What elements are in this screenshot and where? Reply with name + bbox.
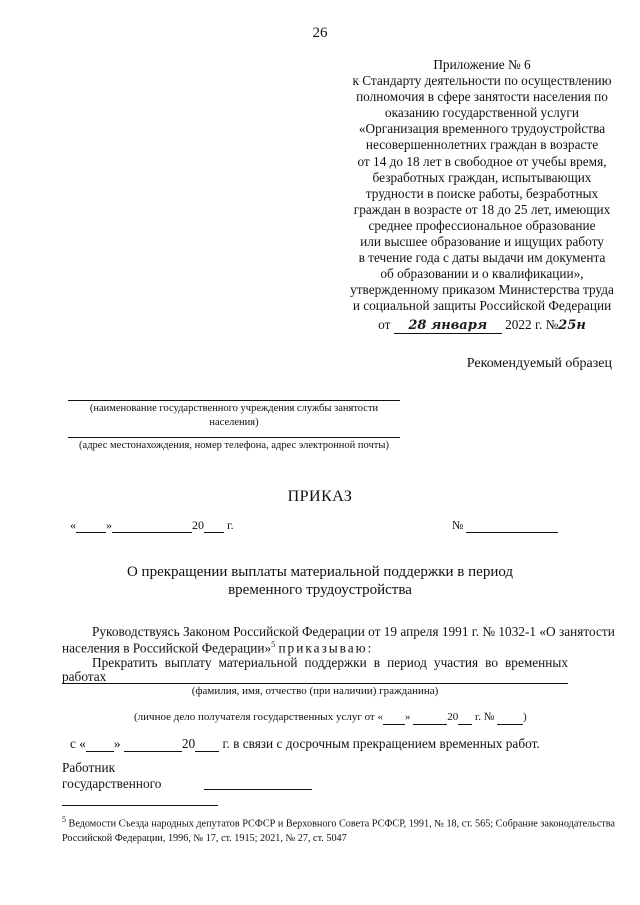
appendix-line: граждан в возрасте от 18 до 25 лет, имеющих	[353, 201, 611, 217]
fio-caption: (фамилия, имя, отчество (при наличии) гражданина)	[191, 685, 439, 697]
from-date-prefix: с «	[70, 736, 86, 751]
order-number-label: №	[452, 518, 464, 532]
from-day-field	[86, 737, 114, 752]
footnote-number: 5	[62, 815, 66, 824]
appendix-header	[332, 57, 632, 334]
order-subject	[0, 563, 640, 599]
order-date-close-quote: »	[106, 518, 112, 532]
case-file-month-field	[413, 710, 447, 725]
appendix-line: «Организация временного трудоустройства	[358, 121, 606, 137]
address-field-line	[68, 437, 400, 438]
order-date-open-quote: «	[70, 518, 76, 532]
address-caption: (адрес местонахождения, номер телефона, адрес электронной почты)	[79, 440, 389, 451]
case-file-year: 20	[447, 711, 459, 723]
body-para1-line2	[62, 640, 373, 656]
from-date-quote-close: »	[113, 736, 121, 751]
subject-line-2: временного трудоустройства	[228, 582, 412, 598]
case-file-number-field	[497, 710, 523, 725]
body-para2-line1: Прекратить выплату материальной поддержки в период участия во временных	[92, 655, 568, 670]
appendix-line: полномочия в сфере занятости населения по	[356, 89, 608, 105]
appendix-line: Приложение № 6	[433, 57, 531, 72]
appendix-date-line	[332, 317, 632, 334]
appendix-line: несовершеннолетних граждан в возрасте	[365, 137, 599, 153]
signature-line-1: Работник	[62, 760, 116, 775]
case-file-close: )	[523, 711, 527, 723]
handwritten-number: 25н	[558, 317, 586, 333]
body-para2-line2: работах	[62, 669, 107, 684]
handwritten-date: 28 января	[408, 317, 488, 333]
handwritten-date-field	[394, 318, 502, 334]
case-file-quote-close: »	[405, 711, 411, 723]
order-verb: приказываю:	[278, 640, 374, 656]
page-number: 26	[312, 25, 328, 41]
order-month-field	[112, 518, 192, 533]
signature-line-2: государственного	[62, 776, 162, 791]
order-number-field	[466, 518, 558, 533]
appendix-line: и социальной защиты Российской Федерации	[352, 298, 612, 314]
para1-text: населения в Российской Федерации»	[62, 640, 272, 656]
footnote-text: Ведомости Съезда народных депутатов РСФСР и Верховного Совета РСФСР, 1991, № 18, ст. 565; Собрание законодательства Российской Федерации, 1996, № 17, ст. 1915; 2021, № 27, ст. 5047	[62, 818, 615, 845]
appendix-line: от 14 до 18 лет в свободное от учебы время,	[357, 153, 607, 169]
case-file-year-suffix: г. №	[475, 711, 495, 723]
signature-block	[62, 760, 161, 792]
order-year-suffix: г.	[227, 518, 234, 532]
appendix-line: или высшее образование и ищущих работу	[360, 234, 604, 250]
appendix-line: трудности в поиске работы, безработных	[365, 185, 599, 201]
from-date-suffix: г. в связи с досрочным прекращением временных работ.	[222, 736, 540, 751]
case-file-day-field	[383, 710, 405, 725]
appendix-line: утвержденному приказом Министерства труда	[350, 282, 614, 298]
institution-field-line	[68, 400, 400, 401]
from-year-field	[195, 737, 219, 752]
appendix-line: об образовании и о квалификации»,	[380, 266, 584, 282]
case-file-prefix: (личное дело получателя государственных услуг от «	[134, 711, 383, 723]
from-month-field	[124, 737, 182, 752]
order-year-prefix: 20	[192, 518, 204, 532]
order-title: ПРИКАЗ	[287, 488, 353, 505]
institution-caption: (наименование государственного учреждения службы занятости населения)	[89, 403, 379, 428]
appendix-line: к Стандарту деятельности по осуществлению	[352, 73, 612, 89]
signature-field-line	[204, 789, 312, 790]
from-date-line	[70, 736, 540, 752]
appendix-line: безработных граждан, испытывающих	[372, 169, 592, 185]
order-number	[452, 518, 558, 533]
order-year-field	[204, 518, 224, 533]
date-year: 2022 г. №	[505, 316, 559, 332]
body-para1-line1: Руководствуясь Законом Российской Федерации от 19 апреля 1991 г. № 1032-1 «О занятости	[92, 624, 615, 639]
footnote-ref: 5	[271, 640, 276, 649]
order-day-field	[76, 518, 106, 533]
appendix-line: оказанию государственной услуги	[385, 105, 579, 121]
appendix-line: в течение года с даты выдачи им документа	[358, 250, 606, 266]
subject-line-1: О прекращении выплаты материальной поддержки в период	[126, 564, 514, 580]
appendix-line: среднее профессиональное образование	[368, 217, 596, 233]
order-date	[70, 518, 234, 533]
footnote-separator	[62, 805, 218, 806]
footnote	[62, 812, 618, 846]
case-file-line	[134, 710, 527, 725]
recommended-sample-label: Рекомендуемый образец	[466, 356, 612, 371]
date-prefix: от	[378, 316, 391, 332]
case-file-year-field	[458, 710, 472, 725]
from-date-year: 20	[181, 736, 196, 751]
